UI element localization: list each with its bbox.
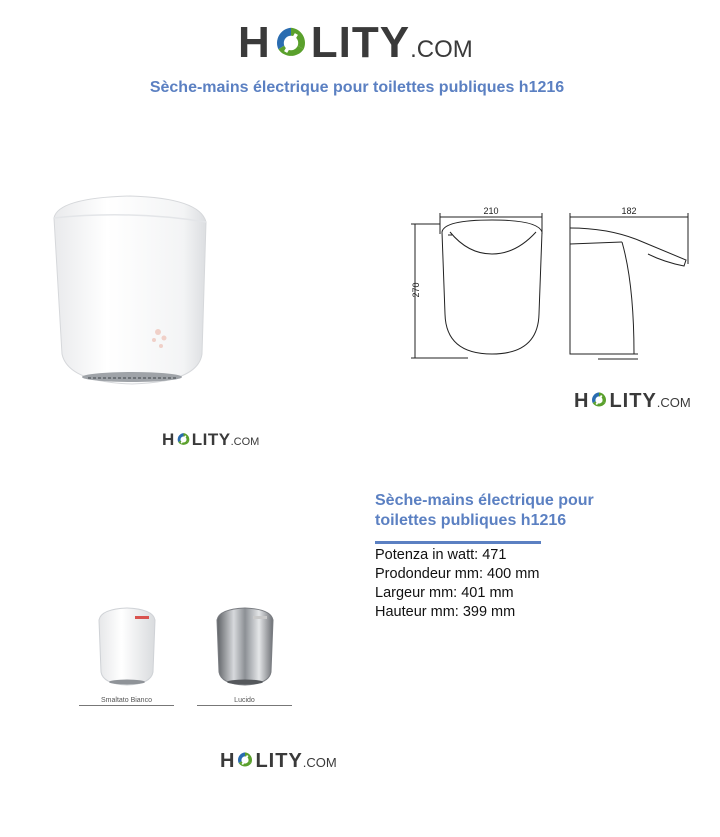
depth-dimension-label: 182 xyxy=(621,206,637,216)
width-dimension-label: 210 xyxy=(483,206,499,216)
variant-underline xyxy=(197,705,292,706)
technical-drawing xyxy=(408,204,693,364)
spec-power: Potenza in watt: 471 xyxy=(375,547,507,563)
drawing-logo xyxy=(574,389,691,413)
site-logo[interactable] xyxy=(238,18,473,68)
logo-com: .COM xyxy=(656,395,691,410)
variant-underline xyxy=(79,705,174,706)
hand-dryer-image xyxy=(40,182,212,394)
logo-o-icon xyxy=(273,25,309,61)
logo-o-icon xyxy=(590,391,608,409)
logo-letter-h: H xyxy=(574,390,590,412)
variants-logo xyxy=(220,749,337,773)
spec-width: Largeur mm: 401 mm xyxy=(375,585,514,601)
spec-depth: Prodondeur mm: 400 mm xyxy=(375,566,540,582)
logo-com: .COM xyxy=(302,755,337,770)
variant-label: Lucido xyxy=(234,697,255,704)
height-dimension-label: 270 xyxy=(411,282,421,298)
logo-o-icon xyxy=(176,432,191,447)
logo-text-lity: LITY xyxy=(310,18,411,67)
logo-o-icon xyxy=(236,751,254,769)
logo-com: .COM xyxy=(230,436,260,448)
spec-height: Hauteur mm: 399 mm xyxy=(375,604,516,620)
page-title: Sèche-mains électrique pour toilettes publiques h1216 xyxy=(149,79,565,96)
heading-divider xyxy=(375,541,541,544)
logo-com: .COM xyxy=(410,36,473,63)
dimension-drawing-svg xyxy=(408,204,693,364)
variant-label: Smaltato Bianco xyxy=(101,697,152,704)
photo-logo xyxy=(162,430,259,450)
chrome-dryer-image xyxy=(213,606,277,690)
product-heading: Sèche-mains électrique pour toilettes publiques h1216 xyxy=(375,492,594,529)
variant-white[interactable] xyxy=(79,606,174,706)
logo-text-lity: LITY xyxy=(609,390,657,412)
logo-text-lity: LITY xyxy=(255,750,303,772)
logo-text-lity: LITY xyxy=(191,430,231,449)
product-specs xyxy=(375,546,539,622)
logo-letter-h: H xyxy=(162,430,175,449)
white-dryer-image xyxy=(95,606,159,690)
product-photo xyxy=(40,182,212,394)
logo-letter-h: H xyxy=(220,750,236,772)
logo-letter-h: H xyxy=(238,18,271,67)
variant-polished[interactable] xyxy=(197,606,292,706)
